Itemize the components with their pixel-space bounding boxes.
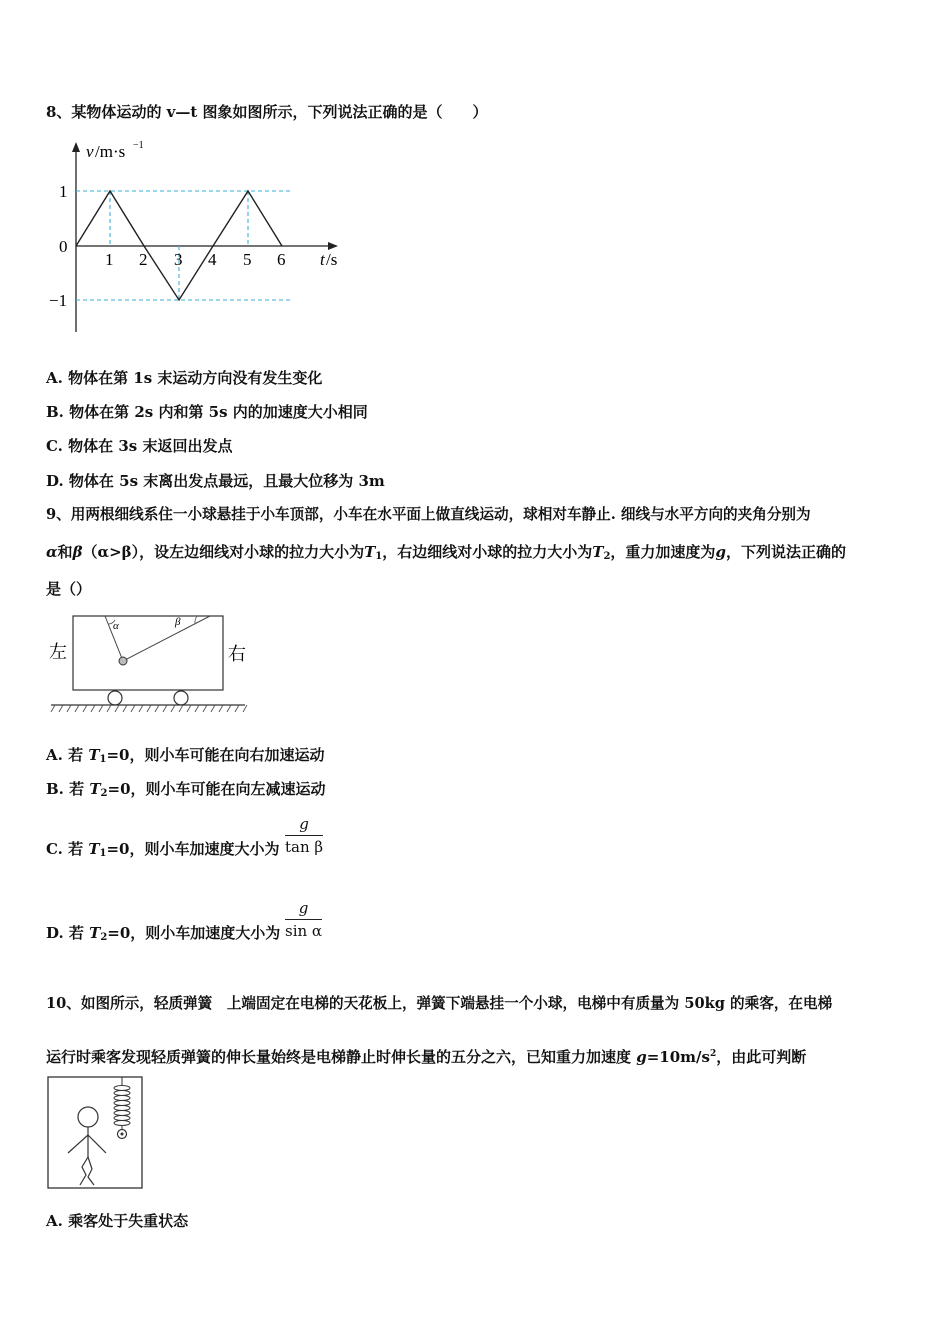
left-label: 左 <box>49 642 67 662</box>
t2-subscript: 2 <box>603 551 611 562</box>
passenger-left-arm <box>68 1135 88 1153</box>
ball <box>119 657 127 665</box>
y-tick-neg1: −1 <box>49 291 68 310</box>
x-tick-5: 5 <box>243 250 252 269</box>
x-axis-label-t: t <box>320 250 325 269</box>
fraction-denominator: sin α <box>285 919 322 940</box>
x-tick-3: 3 <box>174 250 183 269</box>
y-axis-label-v: v <box>86 142 94 161</box>
g-symbol: g <box>715 543 726 561</box>
y-tick-0: 0 <box>59 237 68 256</box>
y-axis-label-unit: /m·s <box>95 142 126 161</box>
stem-text: ，由此可判断 <box>716 1048 807 1066</box>
q9-option-b <box>46 779 326 804</box>
stem-text: ，下列说法正确的 <box>725 543 846 561</box>
left-wheel <box>108 691 122 705</box>
passenger-head <box>78 1107 98 1127</box>
q10-elevator-figure <box>46 1075 146 1191</box>
g-symbol: g <box>636 1048 647 1066</box>
spring-coils <box>114 1086 130 1126</box>
option-text: =0，则小车可能在向右加速运动 <box>106 746 325 764</box>
q8-option-c: C. 物体在 3s 末返回出发点 <box>46 437 233 455</box>
right-string <box>123 616 210 661</box>
option-text: =0，则小车加速度大小为 <box>107 924 281 942</box>
y-axis-label-exp: −1 <box>133 140 144 151</box>
x-tick-2: 2 <box>139 250 148 269</box>
x-axis-arrow <box>328 242 338 250</box>
q9-stem-line1: 9、用两根细线系住一小球悬挂于小车顶部，小车在水平面上做直线运动，球相对车静止. 细线与水平方向的夹角分别为 <box>46 506 811 523</box>
t2-symbol: T <box>592 543 604 561</box>
option-prefix: C. 若 <box>46 840 89 858</box>
option-prefix: A. 若 <box>46 746 89 764</box>
t-symbol: T <box>88 746 100 764</box>
option-text: =0，则小车加速度大小为 <box>106 840 280 858</box>
option-text: =0，则小车可能在向左减速运动 <box>107 780 326 798</box>
t1-subscript: 1 <box>375 551 383 562</box>
stem-text: ，右边细线对小球的拉力大小为 <box>382 543 593 561</box>
t-subscript: 1 <box>99 848 107 859</box>
t-subscript: 2 <box>100 788 108 799</box>
q9-stem-line2 <box>46 542 846 567</box>
x-tick-1: 1 <box>105 250 114 269</box>
g-exponent: 2 <box>709 1049 717 1059</box>
passenger-right-leg <box>88 1157 94 1185</box>
right-label: 右 <box>228 644 246 664</box>
beta-label: β <box>175 616 181 628</box>
stem-text: ，重力加速度为 <box>610 543 716 561</box>
condition-text: （α>β） <box>82 543 140 561</box>
fraction-numerator: g <box>298 899 309 917</box>
stem-text: ，设左边细线对小球的拉力大小为 <box>139 543 365 561</box>
right-wheel <box>174 691 188 705</box>
g-value: =10m/s <box>646 1048 710 1066</box>
y-tick-1: 1 <box>59 182 68 201</box>
option-prefix: D. 若 <box>46 924 90 942</box>
q9-stem-line3: 是（） <box>46 580 92 598</box>
alpha-symbol: α <box>46 543 58 561</box>
q10-stem-line2 <box>46 1044 806 1067</box>
t-symbol: T <box>89 924 101 942</box>
x-tick-4: 4 <box>208 250 217 269</box>
q9-option-d <box>46 923 280 948</box>
and-text: 和 <box>57 543 73 561</box>
q8-option-a: A. 物体在第 1s 末运动方向没有发生变化 <box>46 369 323 387</box>
q9-cart-figure <box>45 608 255 718</box>
q10-stem-line1: 10、如图所示，轻质弹簧 上端固定在电梯的天花板上，弹簧下端悬挂一个小球，电梯中有质量为 50kg 的乘客，在电梯 <box>46 995 833 1012</box>
q9-option-c <box>46 839 280 864</box>
fraction-denominator: tan β <box>285 835 323 856</box>
q9-option-a <box>46 745 324 770</box>
t-subscript: 2 <box>100 932 108 943</box>
q8-option-b: B. 物体在第 2s 内和第 5s 内的加速度大小相同 <box>46 403 368 421</box>
y-axis-arrow <box>72 142 80 152</box>
q9-d-fraction <box>285 899 322 940</box>
passenger-right-arm <box>88 1135 106 1153</box>
q8-option-d: D. 物体在 5s 末离出发点最远，且最大位移为 3m <box>46 472 385 490</box>
fraction-numerator: g <box>299 815 309 833</box>
q8-stem: 8、某物体运动的 v—t 图象如图所示，下列说法正确的是（ ） <box>46 103 488 121</box>
x-tick-6: 6 <box>277 250 286 269</box>
hanging-ball-center <box>121 1133 124 1136</box>
q10-option-a: A. 乘客处于失重状态 <box>46 1212 189 1230</box>
alpha-label: α <box>113 620 119 632</box>
beta-symbol: β <box>72 543 83 561</box>
option-prefix: B. 若 <box>46 780 90 798</box>
passenger-left-leg <box>80 1157 88 1185</box>
x-axis-label-unit: /s <box>326 250 338 269</box>
q9-c-fraction <box>285 815 323 856</box>
stem-text: 运行时乘客发现轻质弹簧的伸长量始终是电梯静止时伸长量的五分之六，已知重力加速度 <box>46 1048 637 1066</box>
ground-hatch <box>51 705 247 712</box>
q8-vt-graph <box>40 140 340 340</box>
t1-symbol: T <box>364 543 376 561</box>
cart-body <box>73 616 223 690</box>
elevator-box <box>48 1077 142 1188</box>
t-symbol: T <box>89 780 101 798</box>
t-symbol: T <box>88 840 100 858</box>
t-subscript: 1 <box>99 754 107 765</box>
